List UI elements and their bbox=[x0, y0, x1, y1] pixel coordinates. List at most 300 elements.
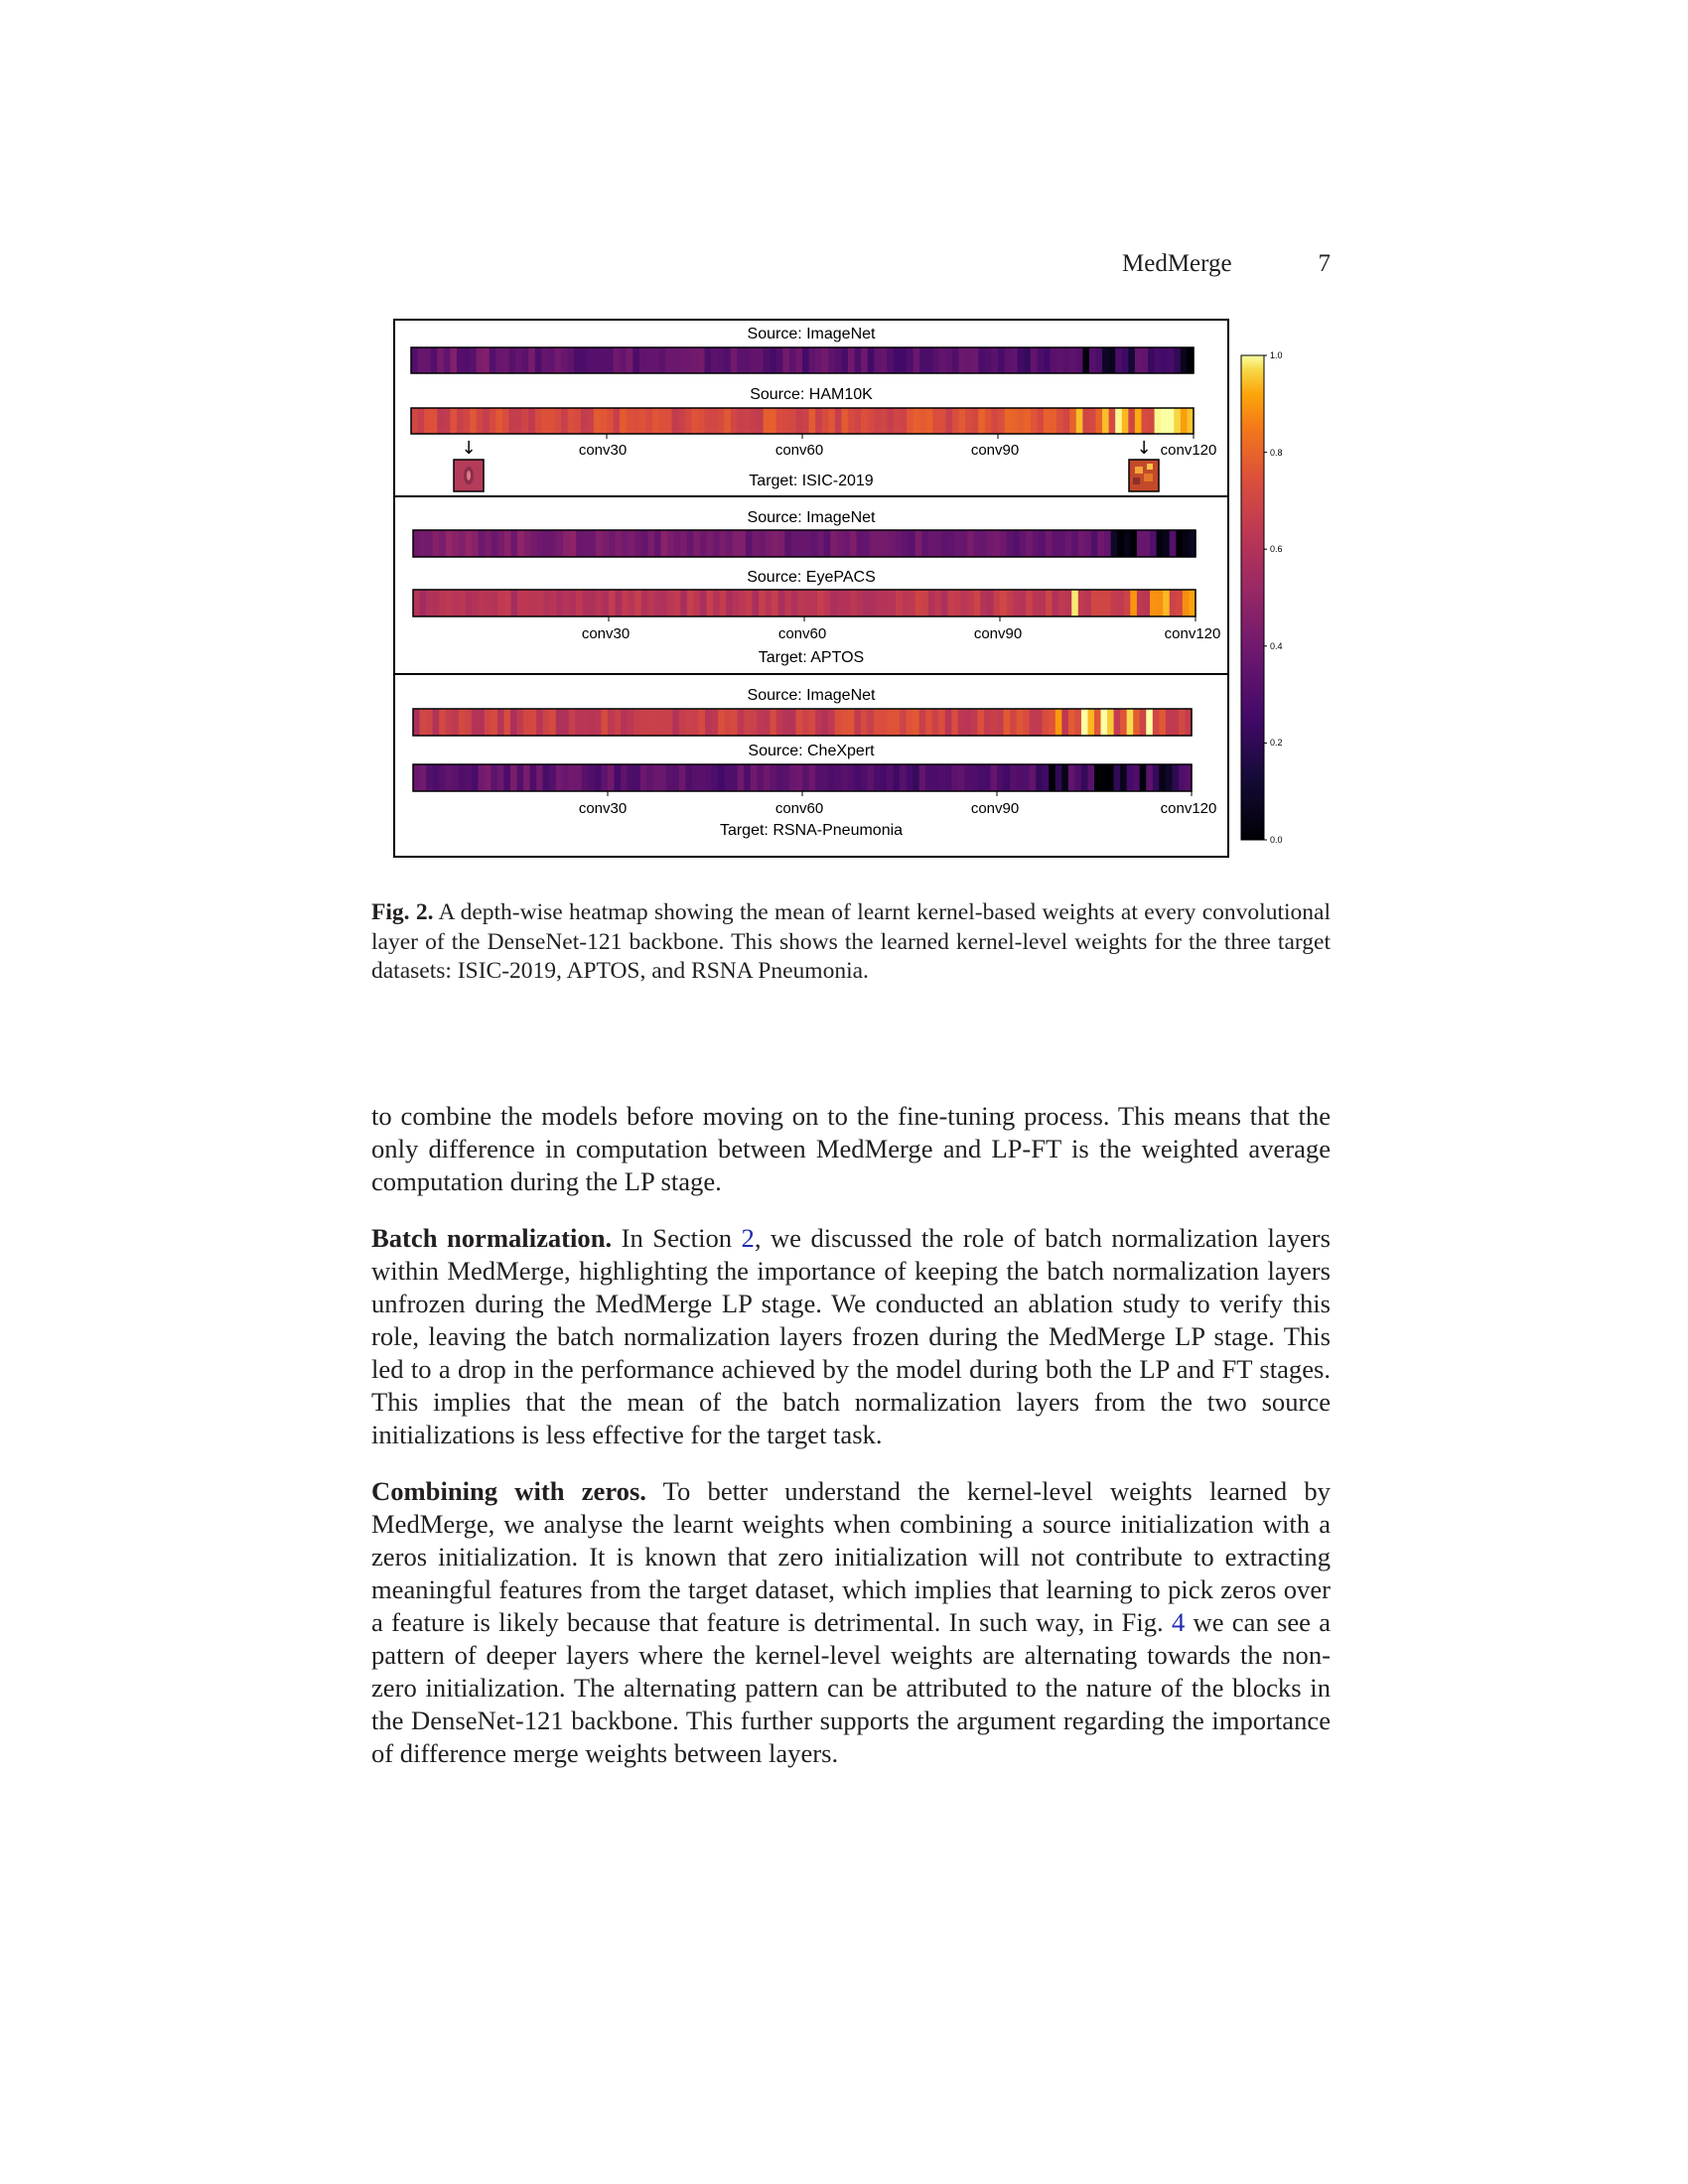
heatmap-cell bbox=[678, 408, 685, 434]
heatmap-cell bbox=[452, 530, 459, 557]
heatmap-cell bbox=[791, 530, 798, 557]
heatmap-cell bbox=[537, 530, 544, 557]
heatmap-cell bbox=[828, 764, 835, 791]
heatmap-cell bbox=[1153, 764, 1160, 791]
heatmap-cell bbox=[1036, 709, 1043, 736]
heatmap-cell bbox=[705, 709, 712, 736]
heatmap-cell bbox=[1031, 347, 1038, 373]
heatmap-cell bbox=[880, 709, 887, 736]
heatmap-cell bbox=[1127, 709, 1134, 736]
heatmap-cell bbox=[1161, 347, 1168, 373]
heatmap-cell bbox=[731, 709, 738, 736]
heatmap-cell bbox=[1020, 530, 1027, 557]
heatmap-cell bbox=[959, 347, 966, 373]
heatmap-cell bbox=[848, 709, 855, 736]
heatmap-cell bbox=[1102, 347, 1109, 373]
heatmap-cell bbox=[667, 530, 674, 557]
heatmap-cell bbox=[492, 530, 498, 557]
colorbar-tick-label: 0.0 bbox=[1270, 835, 1283, 845]
heatmap-cell bbox=[990, 764, 997, 791]
row-label: Source: ImageNet bbox=[747, 326, 876, 342]
heatmap-cell bbox=[582, 709, 589, 736]
heatmap-cell bbox=[563, 590, 570, 616]
heatmap-cell bbox=[737, 408, 744, 434]
heatmap-cell bbox=[972, 347, 979, 373]
heatmap-cell bbox=[659, 408, 666, 434]
heatmap-cell bbox=[1013, 590, 1020, 616]
heatmap-cell bbox=[951, 764, 958, 791]
heatmap-cell bbox=[1128, 347, 1135, 373]
heatmap-cell bbox=[978, 347, 985, 373]
heatmap-cell bbox=[615, 764, 622, 791]
heatmap-cell bbox=[932, 347, 939, 373]
heatmap-cell bbox=[887, 764, 894, 791]
heatmap-cell bbox=[746, 590, 753, 616]
heatmap-cell bbox=[776, 709, 783, 736]
heatmap-cell bbox=[739, 530, 746, 557]
heatmap-cell bbox=[596, 590, 603, 616]
heatmap-cell bbox=[837, 530, 844, 557]
heatmap-cell bbox=[535, 408, 542, 434]
heatmap-cell bbox=[1000, 530, 1007, 557]
heatmap-cell bbox=[1163, 590, 1170, 616]
heatmap-cell bbox=[641, 530, 648, 557]
heatmap-cell bbox=[1069, 347, 1076, 373]
heatmap-cell bbox=[720, 530, 727, 557]
heatmap-cell bbox=[561, 347, 568, 373]
heatmap-cell bbox=[782, 408, 789, 434]
heatmap-cell bbox=[1170, 590, 1177, 616]
heatmap-cell bbox=[809, 764, 816, 791]
heatmap-cell bbox=[1049, 764, 1055, 791]
colorbar-tick-label: 0.6 bbox=[1270, 544, 1283, 554]
heatmap-cell bbox=[537, 590, 544, 616]
heatmap-cell bbox=[693, 590, 700, 616]
heatmap-cell bbox=[919, 347, 926, 373]
heatmap-cell bbox=[1115, 408, 1122, 434]
heatmap-cell bbox=[1172, 709, 1179, 736]
heatmap-cell bbox=[426, 764, 433, 791]
heatmap-cell bbox=[991, 408, 998, 434]
heatmap-cell bbox=[622, 590, 629, 616]
heatmap-cell bbox=[576, 590, 583, 616]
heatmap-cell bbox=[1115, 347, 1122, 373]
heatmap-cell bbox=[909, 530, 915, 557]
heatmap-cell bbox=[575, 709, 582, 736]
heatmap-cell bbox=[757, 709, 764, 736]
heatmap-cell bbox=[861, 347, 868, 373]
heatmap-cell bbox=[947, 530, 954, 557]
heatmap-cell bbox=[789, 764, 796, 791]
heatmap-cell bbox=[817, 530, 824, 557]
heatmap-cell bbox=[1018, 347, 1025, 373]
heatmap-cell bbox=[985, 347, 992, 373]
heatmap-cell bbox=[561, 408, 568, 434]
heatmap-cell bbox=[1074, 709, 1081, 736]
heatmap-cell bbox=[848, 347, 855, 373]
heatmap-cell bbox=[640, 764, 647, 791]
heatmap-cell bbox=[883, 530, 890, 557]
heatmap-cell bbox=[1004, 709, 1011, 736]
heatmap-cell bbox=[945, 764, 952, 791]
heatmap-cell bbox=[822, 408, 829, 434]
heatmap-cell bbox=[1148, 408, 1155, 434]
heatmap-cell bbox=[868, 408, 875, 434]
heatmap-cell bbox=[1155, 347, 1162, 373]
heatmap-cell bbox=[1011, 408, 1018, 434]
heatmap-cell bbox=[764, 709, 771, 736]
heatmap-cell bbox=[1061, 709, 1068, 736]
heatmap-cell bbox=[1049, 709, 1055, 736]
heatmap-cell bbox=[1091, 530, 1098, 557]
heatmap-cell bbox=[470, 408, 477, 434]
heatmap-cell bbox=[622, 530, 629, 557]
heatmap-strip-rsna-chexpert bbox=[413, 764, 1193, 791]
heatmap-cell bbox=[889, 530, 896, 557]
heatmap-cell bbox=[607, 408, 614, 434]
heatmap-cell bbox=[850, 530, 857, 557]
heatmap-strip-rsna-imagenet bbox=[413, 709, 1193, 736]
heatmap-cell bbox=[1084, 530, 1091, 557]
paragraph: to combine the models before moving on to the fine-tuning process. This means that the only difference in computation between MedMerge and LP-FT is the weighted average computation during the LP stage. bbox=[371, 1101, 1331, 1196]
heatmap-cell bbox=[934, 590, 941, 616]
heatmap-cell bbox=[958, 764, 965, 791]
heatmap-cell bbox=[1130, 590, 1137, 616]
heatmap-cell bbox=[446, 590, 453, 616]
heatmap-cell bbox=[1051, 408, 1057, 434]
arrow-down-icon: ↓ bbox=[1136, 438, 1152, 459]
heatmap-cell bbox=[685, 764, 692, 791]
heatmap-cell bbox=[411, 408, 418, 434]
heatmap-cell bbox=[961, 530, 968, 557]
heatmap-cell bbox=[776, 764, 783, 791]
heatmap-cell bbox=[633, 764, 640, 791]
heatmap-cell bbox=[726, 530, 733, 557]
heatmap-cell bbox=[782, 709, 789, 736]
heatmap-cell bbox=[1036, 764, 1043, 791]
heatmap-cell bbox=[589, 530, 596, 557]
heatmap-cell bbox=[509, 408, 516, 434]
heatmap-cell bbox=[524, 530, 531, 557]
heatmap-cell bbox=[952, 347, 959, 373]
heatmap-cell bbox=[477, 347, 484, 373]
heatmap-cell bbox=[672, 709, 679, 736]
heatmap-cell bbox=[528, 347, 535, 373]
heatmap-cell bbox=[802, 709, 809, 736]
figure-heatmap bbox=[392, 318, 1306, 859]
heatmap-cell bbox=[587, 347, 594, 373]
heatmap-cell bbox=[841, 709, 848, 736]
heatmap-cell bbox=[1146, 764, 1153, 791]
heatmap-cell bbox=[738, 764, 745, 791]
heatmap-cell bbox=[1044, 408, 1051, 434]
heatmap-cell bbox=[876, 590, 883, 616]
heatmap-cell bbox=[1082, 408, 1089, 434]
heatmap-cell bbox=[420, 764, 427, 791]
heatmap-cell bbox=[629, 530, 635, 557]
heatmap-cell bbox=[1089, 408, 1096, 434]
heatmap-cell bbox=[687, 530, 694, 557]
heatmap-cell bbox=[1101, 764, 1108, 791]
heatmap-cell bbox=[616, 590, 623, 616]
heatmap-cell bbox=[535, 347, 542, 373]
paragraph-text: In Section bbox=[621, 1223, 733, 1253]
heatmap-cell bbox=[1181, 408, 1188, 434]
heatmap-cell bbox=[964, 764, 971, 791]
heatmap-cell bbox=[1007, 590, 1014, 616]
heatmap-cell bbox=[687, 590, 694, 616]
heatmap-cell bbox=[510, 709, 517, 736]
paragraph-heading: Batch normalization. bbox=[371, 1223, 613, 1253]
heatmap-cell bbox=[1179, 709, 1186, 736]
heatmap-cell bbox=[1023, 764, 1030, 791]
heatmap-cell bbox=[588, 709, 595, 736]
heatmap-cell bbox=[1111, 530, 1118, 557]
heatmap-cell bbox=[620, 347, 627, 373]
heatmap-cell bbox=[548, 347, 555, 373]
heatmap-cell bbox=[907, 408, 914, 434]
heatmap-cell bbox=[752, 590, 759, 616]
heatmap-cell bbox=[433, 530, 440, 557]
heatmap-cell bbox=[731, 408, 738, 434]
heatmap-cell bbox=[418, 408, 425, 434]
heatmap-cell bbox=[446, 530, 453, 557]
heatmap-cell bbox=[1155, 408, 1162, 434]
heatmap-cell bbox=[894, 408, 901, 434]
heatmap-cell bbox=[457, 347, 464, 373]
heatmap-cell bbox=[444, 408, 451, 434]
heatmap-cell bbox=[413, 764, 420, 791]
heatmap-cell bbox=[602, 530, 609, 557]
heatmap-cell bbox=[439, 764, 446, 791]
heatmap-cell bbox=[1117, 590, 1124, 616]
panel-target-label: Target: RSNA-Pneumonia bbox=[719, 822, 904, 839]
heatmap-cell bbox=[1020, 590, 1027, 616]
heatmap-cell bbox=[685, 408, 692, 434]
heatmap-cell bbox=[1109, 347, 1116, 373]
heatmap-cell bbox=[530, 530, 537, 557]
heatmap-cell bbox=[738, 709, 745, 736]
heatmap-cell bbox=[857, 590, 864, 616]
heatmap-cell bbox=[639, 408, 646, 434]
heatmap-cell bbox=[939, 408, 946, 434]
heatmap-cell bbox=[1068, 709, 1075, 736]
heatmap-cell bbox=[634, 590, 641, 616]
heatmap-cell bbox=[517, 590, 524, 616]
heatmap-cell bbox=[1078, 530, 1085, 557]
heatmap-cell bbox=[705, 347, 712, 373]
heatmap-cell bbox=[1069, 408, 1076, 434]
heatmap-cell bbox=[1030, 764, 1037, 791]
heatmap-cell bbox=[472, 764, 479, 791]
heatmap-cell bbox=[985, 408, 992, 434]
heatmap-cell bbox=[491, 764, 497, 791]
heatmap-cell bbox=[861, 709, 868, 736]
heatmap-cell bbox=[1133, 709, 1140, 736]
heatmap-cell bbox=[666, 764, 673, 791]
heatmap-cell bbox=[437, 347, 444, 373]
heatmap-cell bbox=[1168, 347, 1175, 373]
heatmap-cell bbox=[563, 530, 570, 557]
heatmap-cell bbox=[1179, 764, 1186, 791]
heatmap-cell bbox=[581, 347, 588, 373]
heatmap-cell bbox=[575, 764, 582, 791]
heatmap-cell bbox=[569, 709, 576, 736]
heatmap-cell bbox=[609, 590, 616, 616]
heatmap-cell bbox=[1030, 709, 1037, 736]
heatmap-cell bbox=[433, 764, 440, 791]
heatmap-cell bbox=[523, 764, 530, 791]
heatmap-cell bbox=[653, 709, 660, 736]
tick-label: conv30 bbox=[578, 800, 628, 817]
heatmap-cell bbox=[1117, 530, 1124, 557]
heatmap-cell bbox=[804, 530, 811, 557]
heatmap-cell bbox=[795, 347, 802, 373]
heatmap-cell bbox=[1046, 530, 1053, 557]
heatmap-cell bbox=[802, 764, 809, 791]
heatmap-cell bbox=[965, 408, 972, 434]
heatmap-cell bbox=[993, 530, 1000, 557]
heatmap-cell bbox=[863, 590, 870, 616]
heatmap-cell bbox=[472, 530, 479, 557]
heatmap-cell bbox=[977, 764, 984, 791]
heatmap-cell bbox=[685, 347, 692, 373]
heatmap-cell bbox=[915, 530, 922, 557]
heatmap-cell bbox=[1120, 709, 1127, 736]
heatmap-cell bbox=[997, 709, 1004, 736]
heatmap-cell bbox=[1122, 408, 1129, 434]
heatmap-cell bbox=[1000, 590, 1007, 616]
heatmap-cell bbox=[452, 590, 459, 616]
heatmap-cell bbox=[815, 709, 822, 736]
paragraph-text: we can see a pattern of deeper layers where the kernel-level weights are alternating towards the non-zero initialization. The alternating pattern can be attributed to the nature of the blocks in the DenseNet-121 backbone. This further supports the argument regarding the importance of difference merge weights between layers. bbox=[371, 1607, 1332, 1768]
heatmap-cell bbox=[556, 709, 563, 736]
heatmap-cell bbox=[867, 764, 874, 791]
heatmap-cell bbox=[1063, 408, 1070, 434]
heatmap-cell bbox=[543, 530, 550, 557]
heatmap-cell bbox=[485, 709, 492, 736]
heatmap-cell bbox=[998, 347, 1005, 373]
section-reference-link[interactable]: 2 bbox=[741, 1223, 755, 1253]
figure-caption bbox=[371, 898, 1331, 987]
heatmap-cell bbox=[764, 408, 771, 434]
heatmap-cell bbox=[661, 530, 668, 557]
heatmap-cell bbox=[1053, 590, 1059, 616]
heatmap-cell bbox=[452, 709, 459, 736]
heatmap-cell bbox=[691, 408, 698, 434]
heatmap-cell bbox=[595, 709, 602, 736]
heatmap-cell bbox=[1039, 530, 1046, 557]
paragraph-text: , we discussed the role of batch normalization layers within MedMerge, highlighting the importance of keeping the batch normalization layers unfrozen during the MedMerge LP stage. We conducted an ablation study to verify this role, leaving the batch normalization layers frozen during the MedMerge LP stage. This led to a drop in the performance achieved by the model during both the LP and FT stages. This implies that the mean of the batch normalization layers from the two source initializations is less effective for the target task. bbox=[371, 1223, 1332, 1449]
heatmap-cell bbox=[711, 347, 718, 373]
heatmap-cell bbox=[867, 709, 874, 736]
heatmap-cell bbox=[665, 347, 672, 373]
heatmap-cell bbox=[707, 590, 714, 616]
heatmap-cell bbox=[784, 530, 791, 557]
heatmap-cell bbox=[1026, 530, 1033, 557]
heatmap-cell bbox=[724, 347, 731, 373]
heatmap-cell bbox=[502, 347, 509, 373]
heatmap-cell bbox=[854, 764, 861, 791]
heatmap-cell bbox=[517, 530, 524, 557]
heatmap-cell bbox=[1111, 590, 1118, 616]
sample-image-thumbnail bbox=[1129, 460, 1159, 491]
tick-label: conv120 bbox=[1160, 800, 1217, 817]
heatmap-cell bbox=[757, 408, 764, 434]
heatmap-cell bbox=[1104, 590, 1111, 616]
heatmap-cell bbox=[1037, 408, 1044, 434]
heatmap-cell bbox=[835, 347, 842, 373]
heatmap-cell bbox=[954, 590, 961, 616]
heatmap-cell bbox=[634, 530, 641, 557]
heatmap-cell bbox=[1101, 709, 1108, 736]
paragraph-text: To better understand the kernel-level weights learned by MedMerge, we analyse the learnt weights when combining a source initialization with a zeros initialization. It is known that zero initialization will not contribute to extracting meaningful features from the target dataset, which implies that learning to pick zeros over a feature is likely because that feature is detrimental. In such way, in Fig. bbox=[371, 1476, 1331, 1637]
heatmap-cell bbox=[815, 408, 822, 434]
heatmap-cell bbox=[608, 764, 615, 791]
heatmap-cell bbox=[503, 709, 510, 736]
heatmap-cell bbox=[919, 709, 926, 736]
heatmap-cell bbox=[718, 709, 725, 736]
heatmap-cell bbox=[958, 709, 965, 736]
heatmap-cell bbox=[932, 408, 939, 434]
heatmap-cell bbox=[418, 347, 425, 373]
heatmap-cell bbox=[620, 408, 627, 434]
heatmap-cell bbox=[733, 590, 740, 616]
heatmap-cell bbox=[698, 709, 705, 736]
row-label: Source: EyePACS bbox=[747, 569, 876, 586]
heatmap-cell bbox=[653, 764, 660, 791]
heatmap-cell bbox=[1046, 590, 1053, 616]
heatmap-cell bbox=[1107, 764, 1114, 791]
heatmap-cell bbox=[530, 764, 537, 791]
heatmap-cell bbox=[1017, 709, 1024, 736]
heatmap-cell bbox=[645, 347, 652, 373]
heatmap-cell bbox=[797, 530, 804, 557]
heatmap-cell bbox=[887, 408, 894, 434]
heatmap-cell bbox=[1140, 764, 1147, 791]
heatmap-cell bbox=[426, 709, 433, 736]
row-label: Source: HAM10K bbox=[750, 386, 873, 403]
heatmap-cell bbox=[633, 709, 640, 736]
figure-reference-link[interactable]: 4 bbox=[1171, 1607, 1186, 1637]
heatmap-cell bbox=[1143, 530, 1150, 557]
heatmap-cell bbox=[483, 347, 490, 373]
heatmap-cell bbox=[1033, 530, 1040, 557]
heatmap-cell bbox=[1159, 764, 1166, 791]
heatmap-cell bbox=[893, 709, 900, 736]
heatmap-cell bbox=[672, 408, 679, 434]
heatmap-cell bbox=[954, 530, 961, 557]
heatmap-cell bbox=[693, 530, 700, 557]
heatmap-cell bbox=[998, 408, 1005, 434]
heatmap-cell bbox=[472, 590, 479, 616]
caption-text: A depth-wise heatmap showing the mean of learnt kernel-based weights at every convolutional layer of the DenseNet-121 backbone. This shows the learned kernel-level weights for the three target datasets: ISIC-2019, APTOS, and RSNA Pneumonia. bbox=[371, 899, 1331, 984]
heatmap-cell bbox=[1143, 590, 1150, 616]
heatmap-cell bbox=[789, 347, 796, 373]
heatmap-cell bbox=[574, 408, 581, 434]
heatmap-cell bbox=[903, 530, 910, 557]
heatmap-cell bbox=[645, 408, 652, 434]
heatmap-cell bbox=[1044, 347, 1051, 373]
heatmap-cell bbox=[854, 709, 861, 736]
heatmap-cell bbox=[997, 764, 1004, 791]
heatmap-cell bbox=[515, 347, 522, 373]
heatmap-cell bbox=[485, 530, 492, 557]
heatmap-cell bbox=[692, 764, 699, 791]
heatmap-cell bbox=[1176, 530, 1183, 557]
heatmap-cell bbox=[600, 408, 607, 434]
heatmap-cell bbox=[883, 590, 890, 616]
